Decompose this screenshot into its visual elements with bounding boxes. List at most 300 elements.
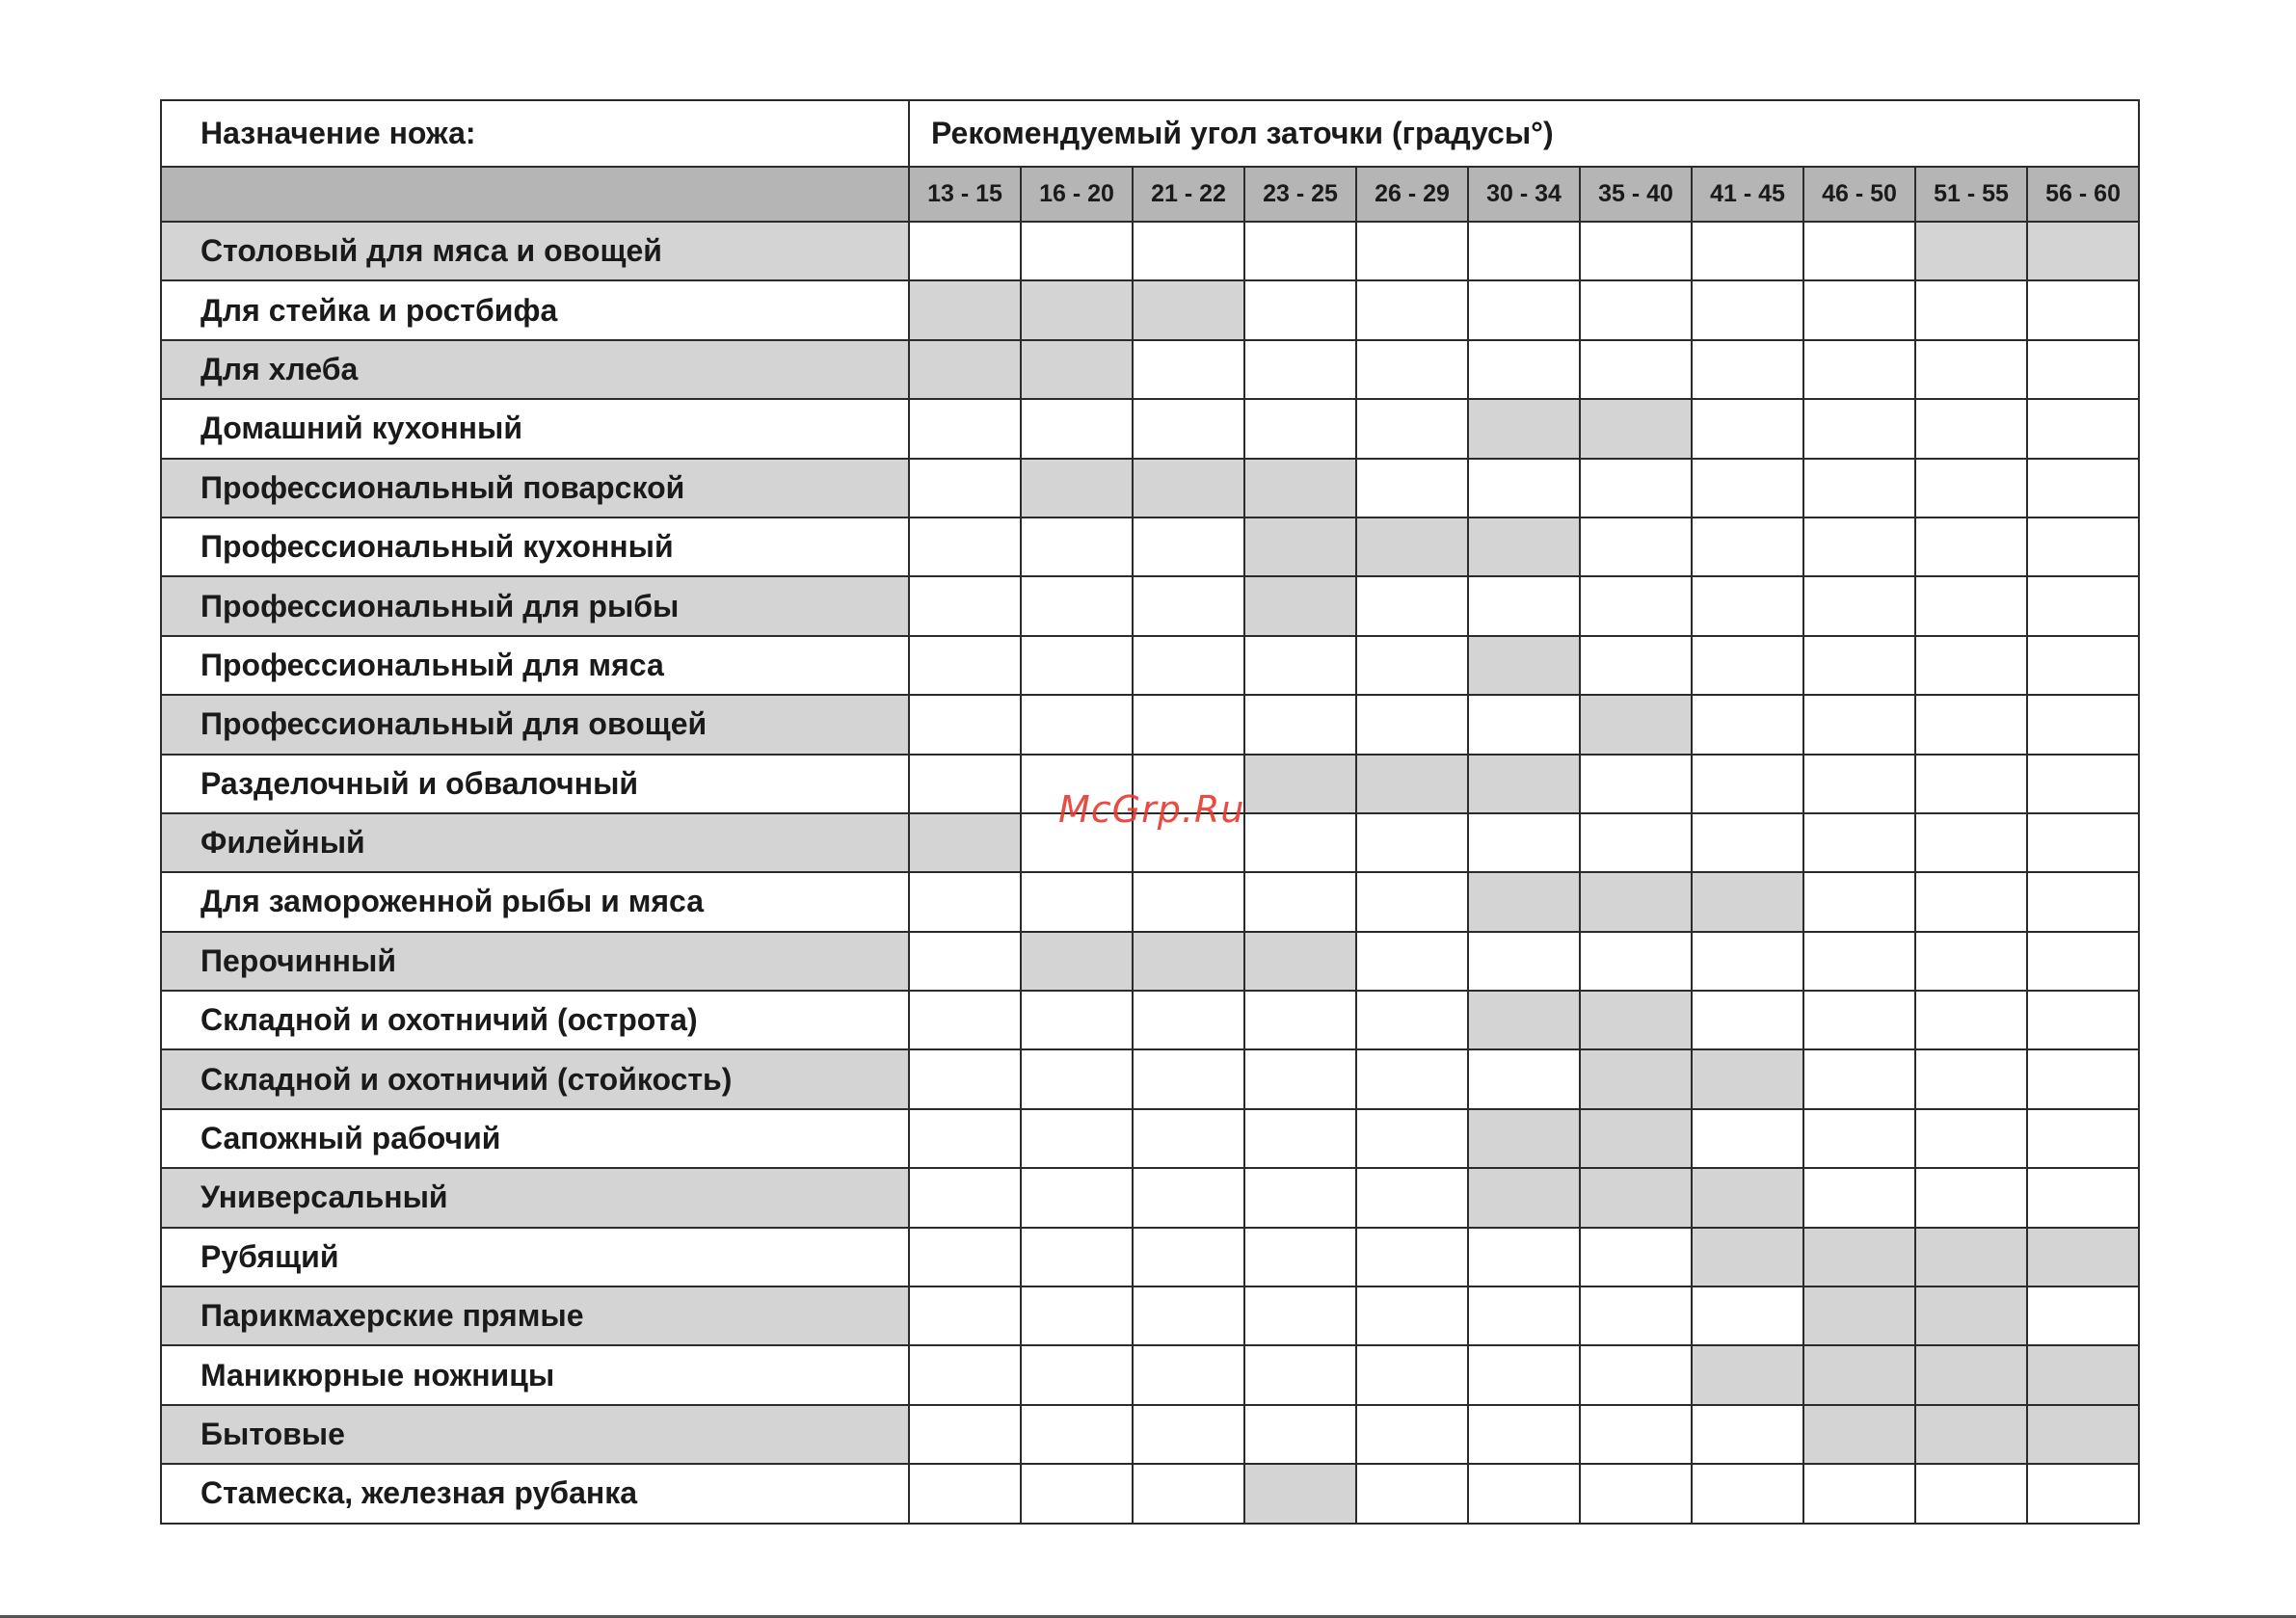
angle-cell (1692, 1464, 1803, 1523)
angle-cell (1356, 1464, 1468, 1523)
angle-cell (1915, 932, 2027, 991)
angle-cell (1803, 1049, 1915, 1108)
angle-cell (1244, 1405, 1356, 1464)
angle-cell (1021, 399, 1133, 458)
angle-cell (1244, 1049, 1356, 1108)
angle-cell (1692, 755, 1803, 813)
angle-cell (909, 1228, 1021, 1286)
angle-cell (1803, 872, 1915, 931)
angle-cell (2027, 517, 2139, 576)
knife-purpose-label: Разделочный и обвалочный (161, 755, 909, 813)
angle-cell (1021, 991, 1133, 1049)
angle-cell (909, 1168, 1021, 1227)
recommended-angle-cell (1803, 1286, 1915, 1345)
angle-cell (1133, 695, 1244, 754)
recommended-angle-cell (1468, 872, 1580, 931)
angle-cell (1915, 340, 2027, 399)
angle-cell (1356, 459, 1468, 517)
angle-cell (1244, 695, 1356, 754)
recommended-angle-cell (1244, 932, 1356, 991)
angle-cell (1244, 280, 1356, 339)
angle-cell (1133, 517, 1244, 576)
angle-range-header: 16 - 20 (1021, 167, 1133, 222)
angle-cell (1915, 813, 2027, 872)
knife-purpose-label: Бытовые (161, 1405, 909, 1464)
table-row (161, 1286, 2139, 1345)
angle-cell (1356, 399, 1468, 458)
angle-cell (1692, 1109, 1803, 1168)
angle-cell (1580, 459, 1692, 517)
recommended-angle-cell (1580, 695, 1692, 754)
angle-cell (1580, 280, 1692, 339)
angle-cell (1133, 755, 1244, 813)
angle-cell (1915, 872, 2027, 931)
knife-purpose-label: Профессиональный для мяса (161, 636, 909, 695)
angle-cell (2027, 755, 2139, 813)
angle-cell (1915, 517, 2027, 576)
angle-cell (1803, 932, 1915, 991)
angle-cell (1580, 340, 1692, 399)
purpose-heading: Назначение ножа: (161, 100, 909, 167)
angle-cell (909, 636, 1021, 695)
knife-purpose-label: Профессиональный для овощей (161, 695, 909, 754)
angle-cell (1021, 1109, 1133, 1168)
angle-cell (1803, 459, 1915, 517)
recommended-angle-cell (1915, 1228, 2027, 1286)
angle-cell (1468, 1286, 1580, 1345)
angle-range-header: 51 - 55 (1915, 167, 2027, 222)
recommended-angle-cell (1692, 1228, 1803, 1286)
angle-cell (1133, 1049, 1244, 1108)
recommended-angle-cell (1468, 991, 1580, 1049)
angle-cell (909, 576, 1021, 635)
angle-cell (1803, 1168, 1915, 1227)
knife-purpose-label: Профессиональный поварской (161, 459, 909, 517)
angle-cell (1133, 1109, 1244, 1168)
angle-cell (1356, 1109, 1468, 1168)
knife-purpose-label: Для замороженной рыбы и мяса (161, 872, 909, 931)
table-row (161, 1168, 2139, 1227)
angle-cell (2027, 813, 2139, 872)
recommended-angle-cell (1021, 932, 1133, 991)
angle-cell (1692, 459, 1803, 517)
angle-range-header: 13 - 15 (909, 167, 1021, 222)
recommended-angle-cell (909, 280, 1021, 339)
angle-cell (1803, 695, 1915, 754)
angle-cell (1803, 991, 1915, 1049)
angle-cell (1133, 872, 1244, 931)
angle-cell (1692, 991, 1803, 1049)
recommended-angle-cell (1244, 576, 1356, 635)
angle-cell (1356, 280, 1468, 339)
angle-cell (1244, 1228, 1356, 1286)
angle-cell (1133, 340, 1244, 399)
angle-range-header-row (161, 167, 2139, 222)
angle-range-header: 23 - 25 (1244, 167, 1356, 222)
angle-cell (1356, 1049, 1468, 1108)
angle-cell (1021, 755, 1133, 813)
angle-cell (1133, 1464, 1244, 1523)
angle-cell (1468, 932, 1580, 991)
angle-cell (1244, 1109, 1356, 1168)
angle-cell (1468, 1228, 1580, 1286)
angle-cell (1021, 872, 1133, 931)
table-row (161, 459, 2139, 517)
angle-cell (1580, 1286, 1692, 1345)
angle-cell (1915, 755, 2027, 813)
table-row (161, 1228, 2139, 1286)
recommended-angle-cell (1915, 1345, 2027, 1404)
angle-cell (1356, 222, 1468, 280)
angle-cell (1133, 399, 1244, 458)
angle-cell (1356, 340, 1468, 399)
recommended-angle-cell (1468, 399, 1580, 458)
angle-cell (1915, 280, 2027, 339)
angle-cell (909, 1345, 1021, 1404)
angle-cell (1915, 1168, 2027, 1227)
table-body (161, 222, 2139, 1524)
angle-cell (1468, 695, 1580, 754)
angle-cell (1133, 991, 1244, 1049)
angle-cell (909, 1286, 1021, 1345)
sharpening-angle-table (160, 99, 2140, 1525)
recommended-angle-cell (2027, 1345, 2139, 1404)
angle-cell (1915, 991, 2027, 1049)
angle-cell (1803, 813, 1915, 872)
table-row (161, 222, 2139, 280)
angle-cell (1692, 1405, 1803, 1464)
angle-range-header: 30 - 34 (1468, 167, 1580, 222)
recommended-angle-cell (1244, 755, 1356, 813)
angle-cell (1356, 576, 1468, 635)
recommended-angle-cell (1356, 755, 1468, 813)
angle-cell (909, 517, 1021, 576)
knife-purpose-label: Для хлеба (161, 340, 909, 399)
angle-cell (2027, 932, 2139, 991)
knife-purpose-label: Профессиональный для рыбы (161, 576, 909, 635)
angle-cell (1803, 517, 1915, 576)
angle-cell (1692, 1286, 1803, 1345)
recommended-angle-cell (909, 813, 1021, 872)
table-row (161, 1109, 2139, 1168)
angle-cell (1021, 1228, 1133, 1286)
angle-cell (2027, 1464, 2139, 1523)
recommended-angle-cell (2027, 1405, 2139, 1464)
angle-cell (1021, 1405, 1133, 1464)
angle-cell (1803, 399, 1915, 458)
recommended-angle-cell (1580, 1109, 1692, 1168)
angle-cell (1244, 872, 1356, 931)
angle-cell (1468, 1345, 1580, 1404)
angle-cell (1915, 399, 2027, 458)
angle-cell (1133, 1228, 1244, 1286)
angle-cell (1915, 1109, 2027, 1168)
recommended-angle-cell (1021, 280, 1133, 339)
angle-cell (1021, 813, 1133, 872)
angle-cell (1803, 222, 1915, 280)
angle-cell (1915, 459, 2027, 517)
angle-cell (1133, 1286, 1244, 1345)
angle-cell (1133, 636, 1244, 695)
angle-cell (1356, 1228, 1468, 1286)
angle-cell (1356, 636, 1468, 695)
angle-cell (1021, 1286, 1133, 1345)
table-title-row (161, 100, 2139, 167)
recommended-angle-cell (1692, 1168, 1803, 1227)
angle-cell (1133, 576, 1244, 635)
angle-cell (1915, 695, 2027, 754)
table-row (161, 340, 2139, 399)
angle-cell (1468, 576, 1580, 635)
angle-cell (1468, 1464, 1580, 1523)
angle-cell (1244, 1345, 1356, 1404)
watermark: McGrp.Ru (1058, 788, 1245, 831)
recommended-angle-cell (1021, 340, 1133, 399)
table-row (161, 813, 2139, 872)
angle-cell (2027, 1286, 2139, 1345)
angle-range-header: 35 - 40 (1580, 167, 1692, 222)
angle-cell (909, 1405, 1021, 1464)
table-row (161, 280, 2139, 339)
angle-cell (1356, 695, 1468, 754)
table-row (161, 576, 2139, 635)
angle-cell (1803, 576, 1915, 635)
angle-cell (1356, 1168, 1468, 1227)
angle-cell (1021, 576, 1133, 635)
angle-cell (1244, 813, 1356, 872)
table-row (161, 1405, 2139, 1464)
angle-cell (1468, 340, 1580, 399)
angle-cell (1244, 340, 1356, 399)
angle-cell (1356, 991, 1468, 1049)
recommended-angle-cell (1244, 1464, 1356, 1523)
recommended-angle-cell (1915, 1405, 2027, 1464)
angle-cell (1021, 636, 1133, 695)
angle-cell (2027, 399, 2139, 458)
angle-cell (2027, 695, 2139, 754)
range-header-spacer (161, 167, 909, 222)
recommended-angle-cell (1915, 1286, 2027, 1345)
recommended-angle-cell (1580, 1168, 1692, 1227)
angle-cell (909, 932, 1021, 991)
recommended-angle-cell (1468, 755, 1580, 813)
table-row (161, 399, 2139, 458)
angle-cell (1133, 222, 1244, 280)
angle-cell (1133, 1168, 1244, 1227)
angle-cell (1692, 399, 1803, 458)
recommended-angle-cell (1692, 1049, 1803, 1108)
angle-cell (1580, 222, 1692, 280)
table-row (161, 1049, 2139, 1108)
angle-cell (1356, 932, 1468, 991)
angle-cell (1803, 1109, 1915, 1168)
angle-range-header: 26 - 29 (1356, 167, 1468, 222)
angle-cell (1021, 1168, 1133, 1227)
angle-cell (1021, 1464, 1133, 1523)
angle-cell (1580, 813, 1692, 872)
angle-cell (2027, 1168, 2139, 1227)
angle-cell (1468, 222, 1580, 280)
angle-range-header: 46 - 50 (1803, 167, 1915, 222)
recommended-angle-cell (1803, 1345, 1915, 1404)
angle-cell (909, 1109, 1021, 1168)
angle-cell (909, 872, 1021, 931)
angle-heading: Рекомендуемый угол заточки (градусы°) (909, 100, 2139, 167)
knife-purpose-label: Маникюрные ножницы (161, 1345, 909, 1404)
recommended-angle-cell (1803, 1228, 1915, 1286)
angle-cell (1244, 222, 1356, 280)
knife-purpose-label: Профессиональный кухонный (161, 517, 909, 576)
knife-purpose-label: Перочинный (161, 932, 909, 991)
recommended-angle-cell (1021, 459, 1133, 517)
angle-cell (2027, 576, 2139, 635)
knife-purpose-label: Для стейка и ростбифа (161, 280, 909, 339)
table-row (161, 932, 2139, 991)
recommended-angle-cell (1580, 991, 1692, 1049)
angle-cell (1580, 1345, 1692, 1404)
angle-cell (1244, 636, 1356, 695)
knife-purpose-label: Домашний кухонный (161, 399, 909, 458)
knife-purpose-label: Сапожный рабочий (161, 1109, 909, 1168)
angle-cell (2027, 340, 2139, 399)
angle-range-header: 21 - 22 (1133, 167, 1244, 222)
recommended-angle-cell (1133, 280, 1244, 339)
angle-cell (1803, 1464, 1915, 1523)
angle-cell (1244, 399, 1356, 458)
knife-purpose-label: Складной и охотничий (острота) (161, 991, 909, 1049)
angle-cell (1580, 636, 1692, 695)
angle-cell (1580, 1228, 1692, 1286)
angle-cell (1021, 1049, 1133, 1108)
table-row (161, 1345, 2139, 1404)
angle-cell (909, 991, 1021, 1049)
angle-cell (2027, 991, 2139, 1049)
angle-cell (1021, 517, 1133, 576)
angle-cell (1244, 1286, 1356, 1345)
recommended-angle-cell (909, 340, 1021, 399)
knife-purpose-label: Филейный (161, 813, 909, 872)
angle-cell (1356, 1345, 1468, 1404)
angle-cell (1021, 222, 1133, 280)
angle-cell (1468, 1405, 1580, 1464)
angle-cell (1803, 280, 1915, 339)
angle-cell (1692, 695, 1803, 754)
angle-cell (909, 1049, 1021, 1108)
angle-cell (1692, 222, 1803, 280)
angle-cell (1692, 280, 1803, 339)
recommended-angle-cell (1356, 517, 1468, 576)
angle-cell (1915, 636, 2027, 695)
angle-cell (1803, 636, 1915, 695)
angle-cell (1468, 813, 1580, 872)
angle-cell (1692, 340, 1803, 399)
angle-cell (2027, 1109, 2139, 1168)
recommended-angle-cell (2027, 222, 2139, 280)
recommended-angle-cell (1803, 1405, 1915, 1464)
angle-cell (1133, 1405, 1244, 1464)
knife-purpose-label: Столовый для мяса и овощей (161, 222, 909, 280)
angle-cell (1580, 932, 1692, 991)
angle-cell (1021, 1345, 1133, 1404)
angle-cell (1692, 636, 1803, 695)
knife-purpose-label: Парикмахерские прямые (161, 1286, 909, 1345)
recommended-angle-cell (1580, 1049, 1692, 1108)
knife-purpose-label: Стамеска, железная рубанка (161, 1464, 909, 1523)
angle-cell (2027, 872, 2139, 931)
angle-cell (1356, 872, 1468, 931)
angle-cell (1803, 755, 1915, 813)
angle-cell (1021, 695, 1133, 754)
recommended-angle-cell (1468, 1109, 1580, 1168)
recommended-angle-cell (1915, 222, 2027, 280)
angle-range-header: 41 - 45 (1692, 167, 1803, 222)
recommended-angle-cell (1580, 872, 1692, 931)
table-row (161, 872, 2139, 931)
knife-purpose-label: Рубящий (161, 1228, 909, 1286)
table-row (161, 695, 2139, 754)
angle-cell (1133, 813, 1244, 872)
angle-cell (1468, 459, 1580, 517)
angle-cell (2027, 636, 2139, 695)
angle-cell (1468, 280, 1580, 339)
angle-cell (1915, 576, 2027, 635)
angle-cell (1915, 1049, 2027, 1108)
table-row (161, 755, 2139, 813)
angle-cell (1356, 1286, 1468, 1345)
recommended-angle-cell (1692, 1345, 1803, 1404)
angle-cell (1692, 813, 1803, 872)
angle-cell (1133, 1345, 1244, 1404)
angle-cell (909, 695, 1021, 754)
angle-cell (1580, 755, 1692, 813)
recommended-angle-cell (1692, 872, 1803, 931)
recommended-angle-cell (2027, 1228, 2139, 1286)
angle-cell (2027, 1049, 2139, 1108)
angle-cell (1356, 813, 1468, 872)
recommended-angle-cell (1133, 459, 1244, 517)
angle-cell (2027, 459, 2139, 517)
angle-cell (1580, 576, 1692, 635)
recommended-angle-cell (1244, 517, 1356, 576)
angle-cell (1692, 932, 1803, 991)
angle-cell (909, 222, 1021, 280)
table-row (161, 1464, 2139, 1523)
angle-range-header: 56 - 60 (2027, 167, 2139, 222)
angle-cell (909, 1464, 1021, 1523)
recommended-angle-cell (1580, 399, 1692, 458)
angle-cell (1580, 1464, 1692, 1523)
angle-cell (1580, 1405, 1692, 1464)
angle-cell (909, 755, 1021, 813)
angle-cell (1803, 340, 1915, 399)
table-row (161, 517, 2139, 576)
angle-cell (1692, 576, 1803, 635)
angle-cell (1580, 517, 1692, 576)
table-row (161, 991, 2139, 1049)
recommended-angle-cell (1468, 1168, 1580, 1227)
angle-cell (1692, 517, 1803, 576)
knife-purpose-label: Складной и охотничий (стойкость) (161, 1049, 909, 1108)
recommended-angle-cell (1468, 517, 1580, 576)
angle-cell (1356, 1405, 1468, 1464)
recommended-angle-cell (1244, 459, 1356, 517)
recommended-angle-cell (1468, 636, 1580, 695)
angle-cell (909, 459, 1021, 517)
recommended-angle-cell (1133, 932, 1244, 991)
knife-purpose-label: Универсальный (161, 1168, 909, 1227)
angle-cell (1915, 1464, 2027, 1523)
angle-cell (1244, 1168, 1356, 1227)
